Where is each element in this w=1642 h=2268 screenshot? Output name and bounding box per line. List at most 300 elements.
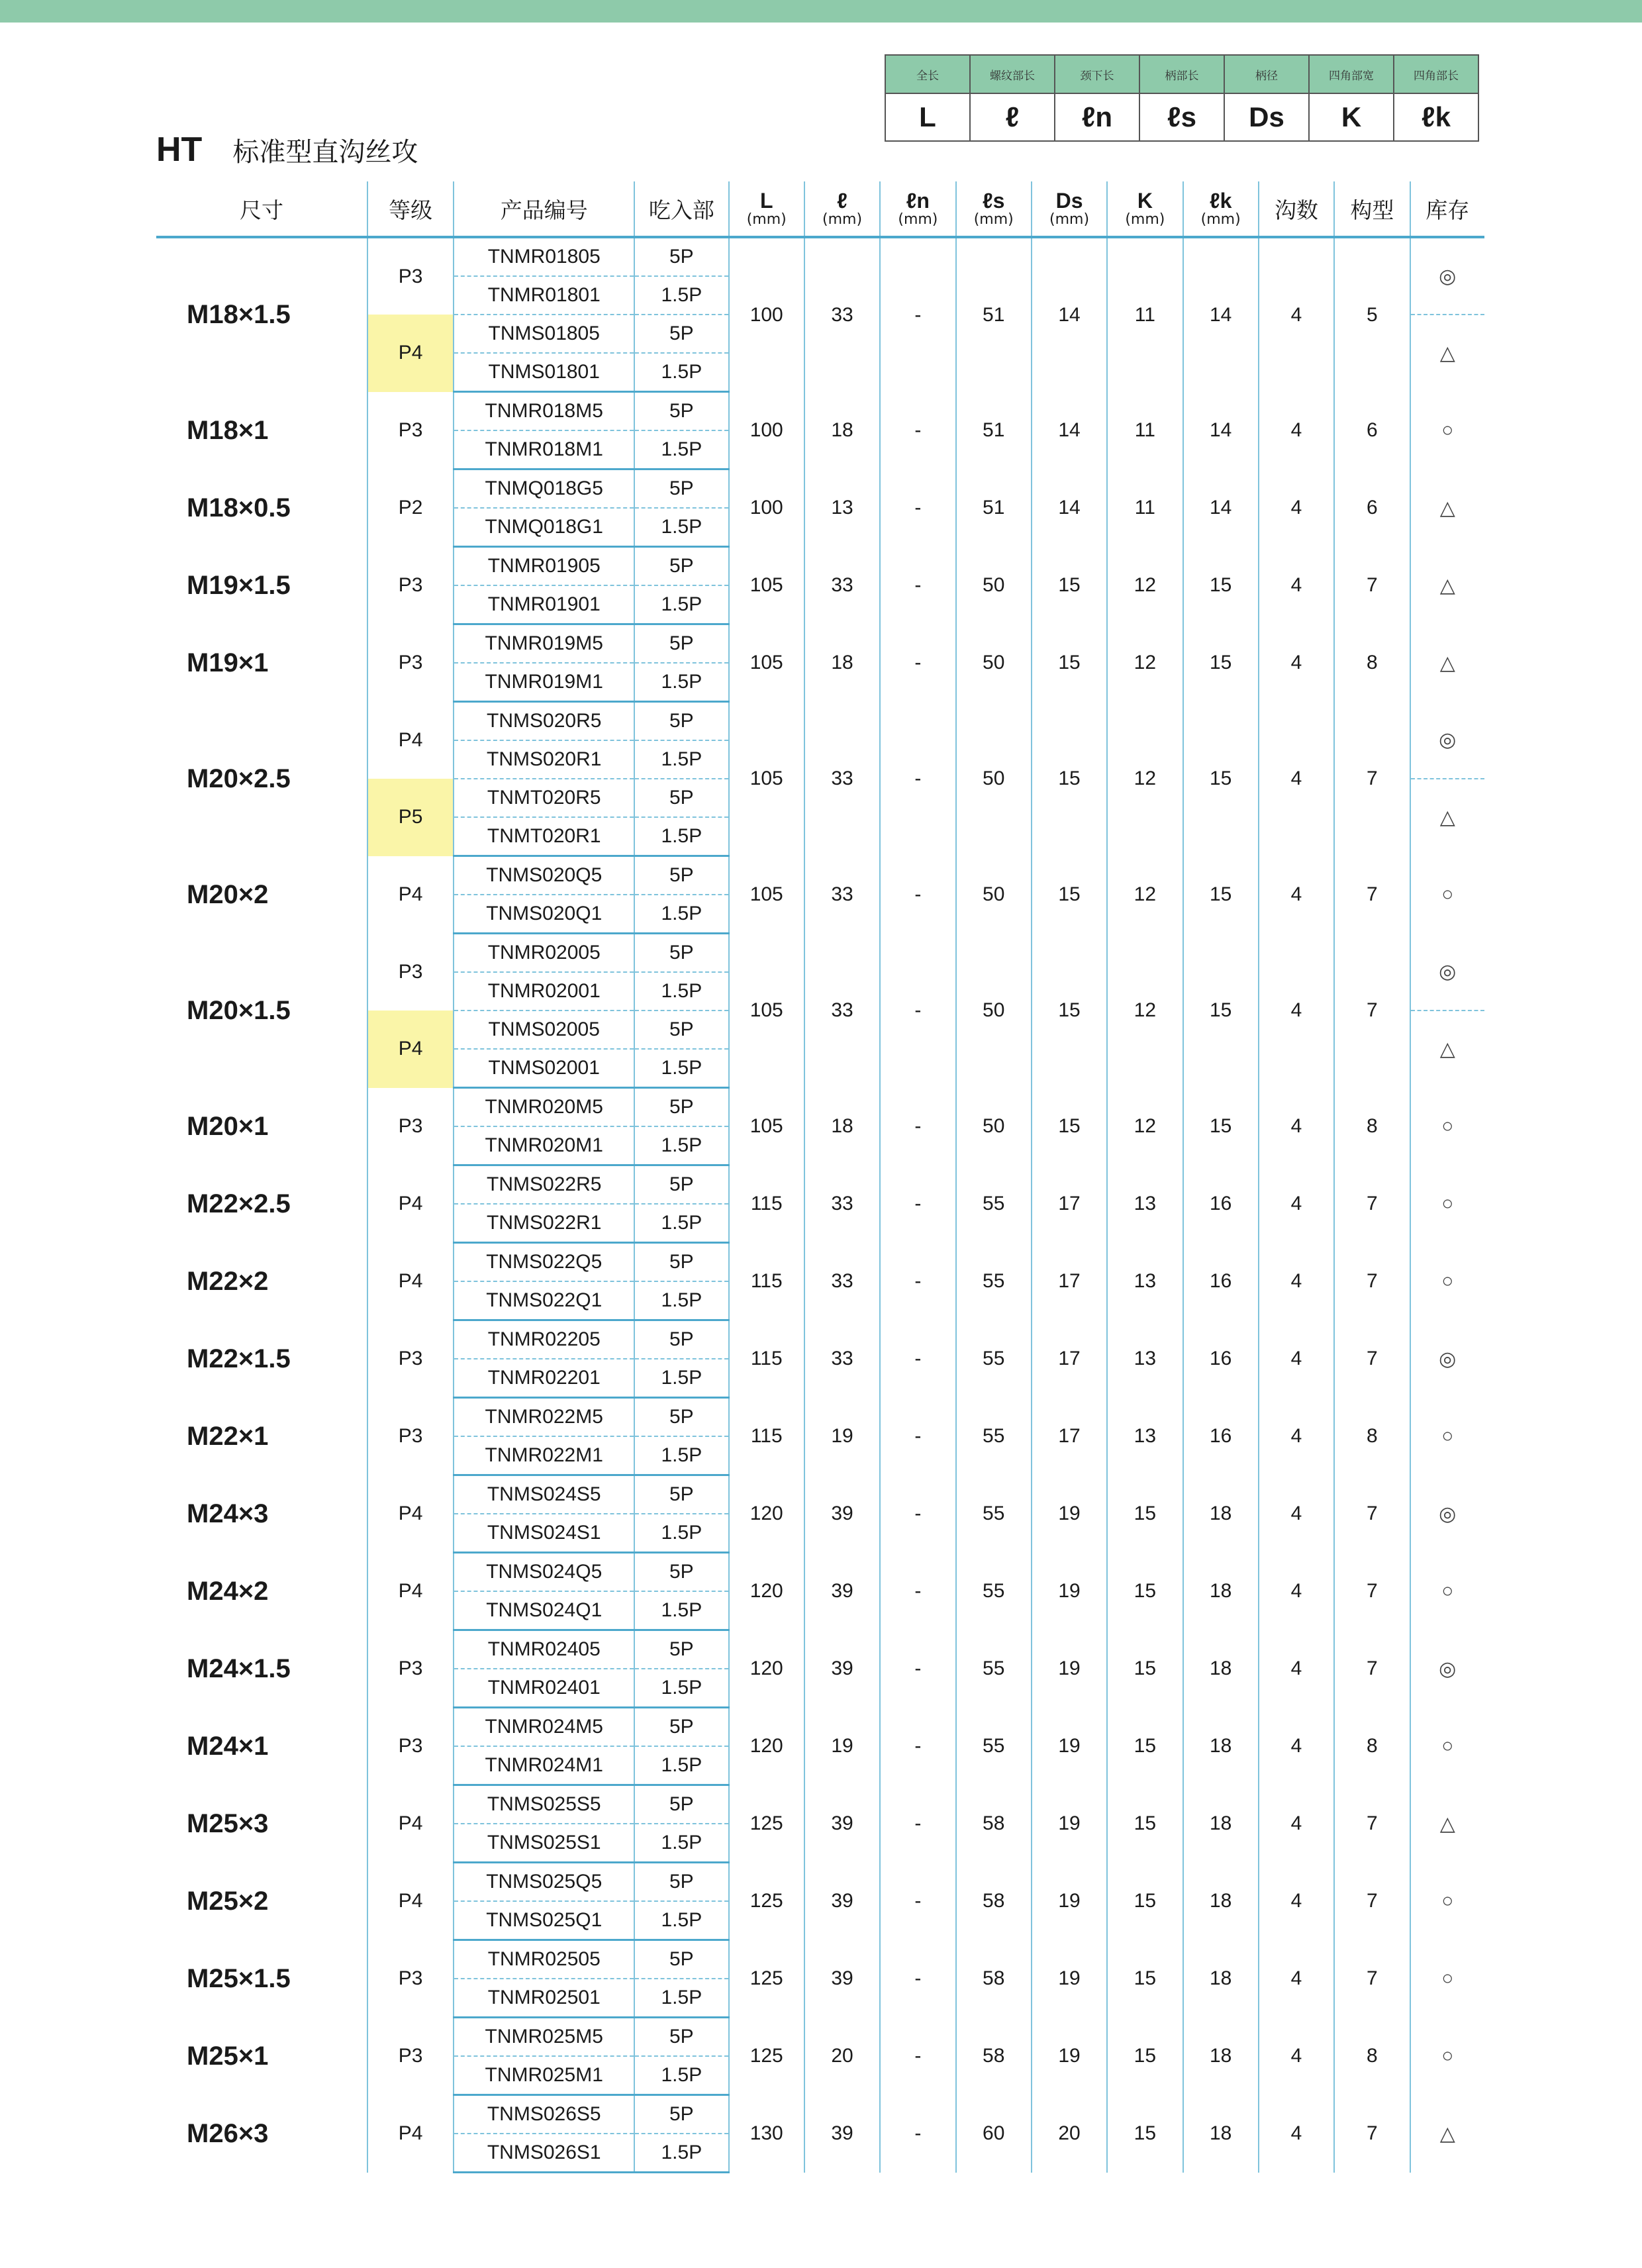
dimension-legend bbox=[885, 54, 1479, 142]
value-L: 115 bbox=[729, 1398, 804, 1475]
value-lk: 16 bbox=[1183, 1243, 1259, 1320]
chamfer-value: 1.5P bbox=[634, 1979, 728, 2018]
chamfer-value: 5P bbox=[634, 1475, 728, 1514]
value-shape: 7 bbox=[1334, 1785, 1410, 1863]
col-ls-label: ℓs bbox=[982, 188, 1005, 213]
value-ln: - bbox=[880, 1165, 955, 1243]
product-code: TNMT020R1 bbox=[454, 817, 634, 856]
table-row bbox=[156, 1475, 1484, 1514]
chamfer-value: 1.5P bbox=[634, 1746, 728, 1785]
size-cell: M22×1.5 bbox=[156, 1320, 367, 1398]
legend-header: 全长 bbox=[885, 55, 970, 93]
value-K: 11 bbox=[1107, 392, 1183, 469]
grade-cell: P4 bbox=[367, 2095, 454, 2173]
legend-header-row bbox=[885, 55, 1478, 93]
table-row bbox=[156, 1320, 1484, 1359]
grade-cell: P4 bbox=[367, 1475, 454, 1553]
value-L: 105 bbox=[729, 624, 804, 702]
size-cell: M22×1 bbox=[156, 1398, 367, 1475]
product-code: TNMR01801 bbox=[454, 276, 634, 315]
value-ls: 51 bbox=[956, 237, 1032, 392]
product-table bbox=[156, 181, 1484, 2173]
value-lk: 18 bbox=[1183, 2018, 1259, 2095]
value-l: 19 bbox=[804, 1708, 880, 1785]
product-code: TNMR02505 bbox=[454, 1940, 634, 1979]
size-cell: M24×1.5 bbox=[156, 1630, 367, 1708]
value-l: 18 bbox=[804, 392, 880, 469]
product-code: TNMS026S5 bbox=[454, 2095, 634, 2134]
value-flutes: 4 bbox=[1259, 1243, 1334, 1320]
product-code: TNMR02401 bbox=[454, 1669, 634, 1708]
size-cell: M25×3 bbox=[156, 1785, 367, 1863]
table-row bbox=[156, 1165, 1484, 1205]
value-K: 12 bbox=[1107, 702, 1183, 856]
value-ls: 55 bbox=[956, 1320, 1032, 1398]
value-lk: 18 bbox=[1183, 1785, 1259, 1863]
table-body bbox=[156, 237, 1484, 2173]
size-cell: M18×1.5 bbox=[156, 237, 367, 392]
value-K: 13 bbox=[1107, 1243, 1183, 1320]
product-code: TNMR020M5 bbox=[454, 1088, 634, 1127]
grade-cell: P3 bbox=[367, 624, 454, 702]
chamfer-value: 5P bbox=[634, 1553, 728, 1592]
value-ln: - bbox=[880, 1785, 955, 1863]
value-Ds: 19 bbox=[1032, 1940, 1107, 2018]
value-ln: - bbox=[880, 1553, 955, 1630]
stock-cell: ◎ bbox=[1410, 1630, 1484, 1708]
chamfer-value: 5P bbox=[634, 315, 728, 353]
chamfer-value: 1.5P bbox=[634, 1591, 728, 1630]
product-code: TNMR01805 bbox=[454, 237, 634, 276]
size-cell: M24×2 bbox=[156, 1553, 367, 1630]
value-Ds: 19 bbox=[1032, 1553, 1107, 1630]
chamfer-value: 5P bbox=[634, 856, 728, 895]
stock-cell: △ bbox=[1410, 547, 1484, 624]
product-code: TNMR022M5 bbox=[454, 1398, 634, 1437]
col-code: 产品编号 bbox=[454, 181, 634, 237]
stock-cell: △ bbox=[1410, 1011, 1484, 1088]
col-unit: (mm) bbox=[898, 211, 938, 228]
value-ln: - bbox=[880, 392, 955, 469]
stock-cell: ○ bbox=[1410, 2018, 1484, 2095]
stock-cell: △ bbox=[1410, 779, 1484, 856]
value-ls: 58 bbox=[956, 1940, 1032, 2018]
value-lk: 15 bbox=[1183, 934, 1259, 1088]
size-cell: M18×1 bbox=[156, 392, 367, 469]
stock-cell: ○ bbox=[1410, 1940, 1484, 2018]
product-code: TNMS025Q5 bbox=[454, 1863, 634, 1902]
grade-cell: P4 bbox=[367, 1553, 454, 1630]
value-flutes: 4 bbox=[1259, 856, 1334, 934]
chamfer-value: 5P bbox=[634, 1863, 728, 1902]
value-L: 105 bbox=[729, 547, 804, 624]
chamfer-value: 5P bbox=[634, 1630, 728, 1669]
grade-cell: P4 bbox=[367, 1785, 454, 1863]
stock-cell: ○ bbox=[1410, 1708, 1484, 1785]
value-ls: 50 bbox=[956, 702, 1032, 856]
value-ln: - bbox=[880, 1863, 955, 1940]
product-code: TNMR024M1 bbox=[454, 1746, 634, 1785]
chamfer-value: 1.5P bbox=[634, 430, 728, 469]
col-unit: (mm) bbox=[1200, 211, 1241, 228]
product-code: TNMS02001 bbox=[454, 1049, 634, 1088]
product-code: TNMR022M1 bbox=[454, 1436, 634, 1475]
chamfer-value: 1.5P bbox=[634, 1669, 728, 1708]
size-cell: M26×3 bbox=[156, 2095, 367, 2173]
value-shape: 8 bbox=[1334, 1398, 1410, 1475]
value-ln: - bbox=[880, 1243, 955, 1320]
value-shape: 7 bbox=[1334, 934, 1410, 1088]
value-flutes: 4 bbox=[1259, 547, 1334, 624]
grade-cell: P4 bbox=[367, 1243, 454, 1320]
value-flutes: 4 bbox=[1259, 1553, 1334, 1630]
col-L bbox=[729, 181, 804, 237]
value-lk: 14 bbox=[1183, 469, 1259, 547]
chamfer-value: 5P bbox=[634, 1708, 728, 1747]
size-cell: M22×2 bbox=[156, 1243, 367, 1320]
legend-symbol: ℓn bbox=[1055, 93, 1139, 141]
value-ls: 55 bbox=[956, 1553, 1032, 1630]
value-l: 33 bbox=[804, 856, 880, 934]
value-L: 105 bbox=[729, 702, 804, 856]
col-Ds-label: Ds bbox=[1055, 188, 1083, 213]
product-code: TNMQ018G5 bbox=[454, 469, 634, 509]
value-Ds: 14 bbox=[1032, 469, 1107, 547]
grade-cell: P3 bbox=[367, 2018, 454, 2095]
chamfer-value: 1.5P bbox=[634, 276, 728, 315]
value-shape: 5 bbox=[1334, 237, 1410, 392]
value-ln: - bbox=[880, 1940, 955, 2018]
product-code: TNMS024Q1 bbox=[454, 1591, 634, 1630]
value-l: 19 bbox=[804, 1398, 880, 1475]
chamfer-value: 5P bbox=[634, 702, 728, 741]
value-l: 18 bbox=[804, 624, 880, 702]
value-lk: 18 bbox=[1183, 1863, 1259, 1940]
chamfer-value: 5P bbox=[634, 1320, 728, 1359]
value-lk: 18 bbox=[1183, 1708, 1259, 1785]
value-l: 33 bbox=[804, 547, 880, 624]
legend-symbol: L bbox=[885, 93, 970, 141]
value-L: 120 bbox=[729, 1553, 804, 1630]
col-l bbox=[804, 181, 880, 237]
grade-cell: P3 bbox=[367, 1708, 454, 1785]
value-flutes: 4 bbox=[1259, 1475, 1334, 1553]
value-ls: 60 bbox=[956, 2095, 1032, 2173]
stock-cell: △ bbox=[1410, 315, 1484, 392]
size-cell: M24×1 bbox=[156, 1708, 367, 1785]
value-flutes: 4 bbox=[1259, 237, 1334, 392]
value-L: 100 bbox=[729, 469, 804, 547]
chamfer-value: 1.5P bbox=[634, 1436, 728, 1475]
grade-cell: P4 bbox=[367, 1863, 454, 1940]
chamfer-value: 1.5P bbox=[634, 1204, 728, 1243]
product-code: TNMR02501 bbox=[454, 1979, 634, 2018]
col-Ds bbox=[1032, 181, 1107, 237]
legend-header: 颈下长 bbox=[1055, 55, 1139, 93]
grade-cell: P4 bbox=[367, 856, 454, 934]
value-ls: 50 bbox=[956, 1088, 1032, 1165]
value-shape: 7 bbox=[1334, 856, 1410, 934]
value-flutes: 4 bbox=[1259, 624, 1334, 702]
product-code: TNMS022Q1 bbox=[454, 1281, 634, 1320]
value-lk: 14 bbox=[1183, 392, 1259, 469]
value-lk: 18 bbox=[1183, 2095, 1259, 2173]
size-cell: M20×1.5 bbox=[156, 934, 367, 1088]
value-flutes: 4 bbox=[1259, 469, 1334, 547]
table-row bbox=[156, 2018, 1484, 2057]
value-ls: 58 bbox=[956, 1785, 1032, 1863]
value-K: 12 bbox=[1107, 624, 1183, 702]
col-l-label: ℓ bbox=[837, 188, 847, 213]
chamfer-value: 1.5P bbox=[634, 1126, 728, 1165]
value-ls: 55 bbox=[956, 1708, 1032, 1785]
chamfer-value: 1.5P bbox=[634, 353, 728, 392]
stock-cell: △ bbox=[1410, 2095, 1484, 2173]
chamfer-value: 5P bbox=[634, 237, 728, 276]
size-cell: M25×2 bbox=[156, 1863, 367, 1940]
value-K: 11 bbox=[1107, 469, 1183, 547]
table-row bbox=[156, 237, 1484, 276]
chamfer-value: 5P bbox=[634, 2018, 728, 2057]
chamfer-value: 5P bbox=[634, 779, 728, 817]
chamfer-value: 5P bbox=[634, 392, 728, 431]
value-L: 115 bbox=[729, 1243, 804, 1320]
product-code: TNMR019M1 bbox=[454, 663, 634, 702]
value-ls: 55 bbox=[956, 1630, 1032, 1708]
stock-cell: ○ bbox=[1410, 1863, 1484, 1940]
product-code: TNMS020Q5 bbox=[454, 856, 634, 895]
grade-cell: P3 bbox=[367, 392, 454, 469]
value-K: 15 bbox=[1107, 1630, 1183, 1708]
stock-cell: ○ bbox=[1410, 856, 1484, 934]
size-cell: M20×2 bbox=[156, 856, 367, 934]
table-row bbox=[156, 1708, 1484, 1747]
chamfer-value: 5P bbox=[634, 1011, 728, 1049]
col-unit: (mm) bbox=[822, 211, 863, 228]
value-ls: 55 bbox=[956, 1398, 1032, 1475]
stock-cell: △ bbox=[1410, 1785, 1484, 1863]
table-row bbox=[156, 1553, 1484, 1592]
value-Ds: 17 bbox=[1032, 1165, 1107, 1243]
value-L: 105 bbox=[729, 856, 804, 934]
product-code: TNMR02005 bbox=[454, 934, 634, 973]
value-shape: 6 bbox=[1334, 392, 1410, 469]
legend-symbol-row bbox=[885, 93, 1478, 141]
value-K: 15 bbox=[1107, 1940, 1183, 2018]
chamfer-value: 1.5P bbox=[634, 1514, 728, 1553]
value-lk: 18 bbox=[1183, 1553, 1259, 1630]
product-code: TNMS026S1 bbox=[454, 2134, 634, 2173]
value-K: 13 bbox=[1107, 1165, 1183, 1243]
stock-cell: ◎ bbox=[1410, 934, 1484, 1011]
size-cell: M24×3 bbox=[156, 1475, 367, 1553]
value-Ds: 17 bbox=[1032, 1398, 1107, 1475]
grade-cell: P2 bbox=[367, 469, 454, 547]
value-K: 15 bbox=[1107, 2095, 1183, 2173]
value-K: 12 bbox=[1107, 934, 1183, 1088]
value-L: 120 bbox=[729, 1475, 804, 1553]
value-ls: 58 bbox=[956, 2018, 1032, 2095]
value-l: 20 bbox=[804, 2018, 880, 2095]
chamfer-value: 5P bbox=[634, 1165, 728, 1205]
product-code: TNMR018M1 bbox=[454, 430, 634, 469]
chamfer-value: 5P bbox=[634, 469, 728, 509]
value-ls: 50 bbox=[956, 934, 1032, 1088]
legend-symbol: ℓ bbox=[970, 93, 1055, 141]
value-ln: - bbox=[880, 1630, 955, 1708]
size-cell: M20×2.5 bbox=[156, 702, 367, 856]
value-ls: 55 bbox=[956, 1475, 1032, 1553]
col-shape: 构型 bbox=[1334, 181, 1410, 237]
value-L: 130 bbox=[729, 2095, 804, 2173]
value-lk: 16 bbox=[1183, 1165, 1259, 1243]
value-l: 39 bbox=[804, 1630, 880, 1708]
chamfer-value: 1.5P bbox=[634, 1901, 728, 1940]
grade-cell: P3 bbox=[367, 1088, 454, 1165]
value-lk: 16 bbox=[1183, 1320, 1259, 1398]
col-size: 尺寸 bbox=[156, 181, 367, 237]
value-flutes: 4 bbox=[1259, 1940, 1334, 2018]
value-Ds: 19 bbox=[1032, 2018, 1107, 2095]
table-row bbox=[156, 1785, 1484, 1824]
value-Ds: 17 bbox=[1032, 1243, 1107, 1320]
value-Ds: 14 bbox=[1032, 392, 1107, 469]
table-row bbox=[156, 1863, 1484, 1902]
value-shape: 7 bbox=[1334, 1475, 1410, 1553]
legend-header: 四角部宽 bbox=[1309, 55, 1394, 93]
product-code: TNMS01805 bbox=[454, 315, 634, 353]
value-l: 39 bbox=[804, 1475, 880, 1553]
value-lk: 15 bbox=[1183, 547, 1259, 624]
stock-cell: △ bbox=[1410, 624, 1484, 702]
size-cell: M25×1 bbox=[156, 2018, 367, 2095]
value-flutes: 4 bbox=[1259, 1320, 1334, 1398]
product-code: TNMS022R1 bbox=[454, 1204, 634, 1243]
product-code: TNMR02201 bbox=[454, 1359, 634, 1398]
value-l: 13 bbox=[804, 469, 880, 547]
value-lk: 18 bbox=[1183, 1630, 1259, 1708]
product-code: TNMR02001 bbox=[454, 972, 634, 1011]
col-stock: 库存 bbox=[1410, 181, 1484, 237]
chamfer-value: 1.5P bbox=[634, 1824, 728, 1863]
value-Ds: 15 bbox=[1032, 624, 1107, 702]
value-ls: 51 bbox=[956, 469, 1032, 547]
value-ln: - bbox=[880, 1320, 955, 1398]
value-lk: 18 bbox=[1183, 1475, 1259, 1553]
product-code: TNMR025M5 bbox=[454, 2018, 634, 2057]
value-ln: - bbox=[880, 1398, 955, 1475]
value-K: 15 bbox=[1107, 1785, 1183, 1863]
stock-cell: ○ bbox=[1410, 392, 1484, 469]
value-lk: 15 bbox=[1183, 856, 1259, 934]
chamfer-value: 1.5P bbox=[634, 895, 728, 934]
value-K: 12 bbox=[1107, 856, 1183, 934]
chamfer-value: 5P bbox=[634, 1785, 728, 1824]
col-unit: (mm) bbox=[746, 211, 787, 228]
value-flutes: 4 bbox=[1259, 934, 1334, 1088]
legend-symbol: K bbox=[1309, 93, 1394, 141]
size-cell: M18×0.5 bbox=[156, 469, 367, 547]
grade-cell: P3 bbox=[367, 1398, 454, 1475]
value-L: 115 bbox=[729, 1165, 804, 1243]
table-row bbox=[156, 702, 1484, 741]
value-shape: 8 bbox=[1334, 1088, 1410, 1165]
stock-cell: ○ bbox=[1410, 1553, 1484, 1630]
stock-cell: ○ bbox=[1410, 1243, 1484, 1320]
value-Ds: 14 bbox=[1032, 237, 1107, 392]
stock-cell: ○ bbox=[1410, 1398, 1484, 1475]
col-ls bbox=[956, 181, 1032, 237]
value-ln: - bbox=[880, 1088, 955, 1165]
value-flutes: 4 bbox=[1259, 392, 1334, 469]
product-code: TNMS024Q5 bbox=[454, 1553, 634, 1592]
stock-cell: △ bbox=[1410, 469, 1484, 547]
product-code: TNMS022Q5 bbox=[454, 1243, 634, 1282]
value-flutes: 4 bbox=[1259, 1630, 1334, 1708]
value-ls: 55 bbox=[956, 1165, 1032, 1243]
value-flutes: 4 bbox=[1259, 1398, 1334, 1475]
product-code: TNMR02405 bbox=[454, 1630, 634, 1669]
value-L: 120 bbox=[729, 1708, 804, 1785]
value-lk: 18 bbox=[1183, 1940, 1259, 2018]
grade-cell: P3 bbox=[367, 237, 454, 315]
value-K: 15 bbox=[1107, 1863, 1183, 1940]
product-code: TNMR02205 bbox=[454, 1320, 634, 1359]
table-row bbox=[156, 1398, 1484, 1437]
grade-cell: P4 bbox=[367, 702, 454, 779]
value-shape: 8 bbox=[1334, 2018, 1410, 2095]
value-L: 125 bbox=[729, 1863, 804, 1940]
product-code: TNMR01901 bbox=[454, 585, 634, 624]
grade-cell: P3 bbox=[367, 934, 454, 1011]
product-code: TNMR025M1 bbox=[454, 2056, 634, 2095]
value-Ds: 15 bbox=[1032, 547, 1107, 624]
col-L-label: L bbox=[759, 188, 773, 213]
grade-cell: P4 bbox=[367, 315, 454, 392]
product-code: TNMR020M1 bbox=[454, 1126, 634, 1165]
value-l: 33 bbox=[804, 1165, 880, 1243]
value-ln: - bbox=[880, 702, 955, 856]
value-K: 12 bbox=[1107, 547, 1183, 624]
product-code: TNMS020R5 bbox=[454, 702, 634, 741]
table-row bbox=[156, 547, 1484, 586]
col-K bbox=[1107, 181, 1183, 237]
value-lk: 15 bbox=[1183, 1088, 1259, 1165]
chamfer-value: 5P bbox=[634, 1398, 728, 1437]
page-title bbox=[156, 130, 418, 170]
product-code: TNMS025S1 bbox=[454, 1824, 634, 1863]
table-row bbox=[156, 624, 1484, 664]
product-code: TNMS022R5 bbox=[454, 1165, 634, 1205]
value-L: 100 bbox=[729, 392, 804, 469]
table-row bbox=[156, 1630, 1484, 1669]
value-ln: - bbox=[880, 1708, 955, 1785]
value-Ds: 20 bbox=[1032, 2095, 1107, 2173]
value-l: 33 bbox=[804, 702, 880, 856]
value-flutes: 4 bbox=[1259, 1708, 1334, 1785]
series-name: 标准型直沟丝攻 bbox=[232, 137, 418, 168]
value-flutes: 4 bbox=[1259, 2095, 1334, 2173]
col-flutes: 沟数 bbox=[1259, 181, 1334, 237]
size-cell: M19×1 bbox=[156, 624, 367, 702]
product-code: TNMS020Q1 bbox=[454, 895, 634, 934]
table-row bbox=[156, 1088, 1484, 1127]
value-shape: 6 bbox=[1334, 469, 1410, 547]
value-shape: 7 bbox=[1334, 1940, 1410, 2018]
value-l: 39 bbox=[804, 1785, 880, 1863]
top-color-bar bbox=[0, 0, 1642, 23]
value-lk: 14 bbox=[1183, 237, 1259, 392]
